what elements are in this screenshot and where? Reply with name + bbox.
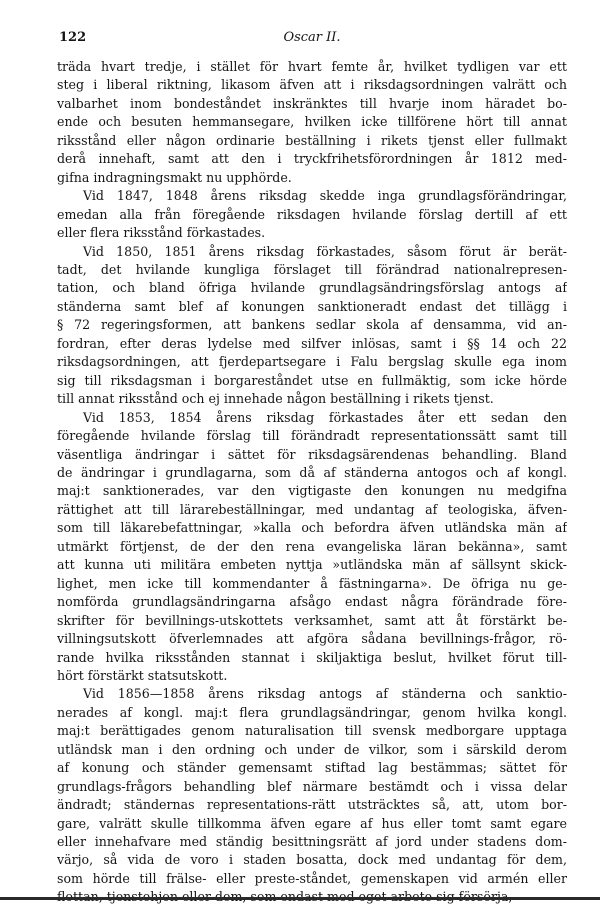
text-line: af konung och ständer gemensamt stiftad lag bestämmas; sättet för — [57, 760, 567, 776]
text-line: riksdagsordningen, att fjerdepartsegare i Falu bergslag skulle ega inom — [57, 354, 567, 370]
text-line: grundlags-frågors behandling blef närmare bestämdt och i vissa delar — [57, 778, 567, 794]
paragraph — [57, 685, 567, 906]
text-line: § 72 regeringsformen, att bankens sedlar skola af densamma, vid an- — [57, 317, 567, 333]
text-line: träda hvart tredje, i stället för hvart femte år, hvilket tydligen var ett — [57, 59, 567, 74]
text-line: de ändringar i grundlagarna, som då af ständerna antogos och af kongl. — [57, 464, 567, 480]
text-line: till annat riksstånd och ej innehade någon beställning i rikets tjenst. — [57, 391, 494, 407]
text-line: utmärkt förtjenst, de der den rena evangeliska läran bekänna», samt — [57, 538, 567, 554]
text-line: lighet, men icke till kommendanter å fästningarna». De öfriga nu ge- — [57, 575, 567, 591]
text-line: villningsutskott öfverlemnades att afgöra sådana bevillnings-frågor, rö- — [57, 631, 567, 647]
text-line: Vid 1856—1858 årens riksdag antogs af ständerna och sanktio- — [83, 686, 567, 702]
text-line: ende och besuten hemmansegare, hvilken icke tillförene hört till annat — [57, 114, 567, 130]
text-line: riksstånd eller någon ordinarie beställning i rikets tjenst eller fullmakt — [57, 132, 567, 148]
text-line: gare, valrätt skulle tillkomma äfven egare af hus eller tomt samt egare — [57, 815, 567, 831]
text-line: derå innehaft, samt att den i tryckfrihetsförordningen år 1812 med- — [57, 151, 567, 167]
text-line: rande hvilka riksstånden stannat i skiljaktiga beslut, hvilket förut till- — [57, 649, 567, 665]
text-line: hört förstärkt statsutskott. — [57, 667, 228, 683]
body-text — [57, 58, 567, 907]
paragraph — [57, 187, 567, 242]
text-line: utländsk man i den ordning och under de vilkor, som i särskild derom — [57, 741, 567, 757]
running-title: Oscar II. — [283, 30, 341, 45]
text-line: eller flera riksstånd förkastades. — [57, 225, 266, 241]
text-line: steg i liberal riktning, likasom äfven att i riksdagsordningen valrätt och — [57, 77, 567, 93]
text-line: som till läkarebefattningar, »kalla och befordra äfven utländska män af — [57, 520, 567, 536]
text-line: ändradt; ständernas representations-rätt utsträcktes så, att, utom bor- — [57, 797, 567, 813]
text-line: att kunna uti militära embeten nyttja »utländska män af sällsynt skick- — [57, 557, 567, 573]
text-line: emedan alla från föregående riksdagen hvilande förslag dertill af ett — [57, 206, 567, 222]
text-line: tadt, det hvilande kungliga förslaget till förändrad nationalrepresen- — [57, 261, 567, 277]
page-number: 122 — [59, 30, 87, 45]
text-line: fordran, efter deras lydelse med silfver inlösas, samt i §§ 14 och 22 — [57, 335, 567, 351]
text-line: föregående hvilande förslag till förändradt representationssätt samt till — [57, 428, 567, 444]
text-line: rättighet att till lärarebeställningar, med undantag af teologiska, äfven- — [57, 501, 567, 517]
text-line: Vid 1853, 1854 årens riksdag förkastades åter ett sedan den — [83, 409, 567, 425]
text-line: valbarhet inom bondeståndet inskränktes till hvarje inom häradet bo- — [57, 95, 567, 111]
text-line: värjo, så vida de voro i staden bosatta, dock med undantag för dem, — [57, 852, 567, 868]
book-page — [57, 30, 567, 907]
text-line: tation, och bland öfriga hvilande grundlagsändringsförslag antogs af — [57, 280, 567, 296]
text-line: Vid 1850, 1851 årens riksdag förkastades, såsom förut är berät- — [83, 243, 567, 259]
paragraph — [57, 409, 567, 686]
text-line: maj:t berättigades genom naturalisation till svensk medborgare upptaga — [57, 723, 567, 739]
running-head — [57, 30, 567, 52]
text-line: ständerna samt blef af konungen sanktioneradt endast det tillägg i — [57, 298, 567, 314]
paragraph — [57, 243, 567, 409]
text-line: Vid 1847, 1848 årens riksdag skedde inga grundlagsförändringar, — [83, 188, 567, 204]
text-line: eller innehafvare med ständig besittningsrätt af jord under stadens dom- — [57, 834, 567, 850]
text-line: nomförda grundlagsändringarna afsågo endast några förändrade före- — [57, 594, 567, 610]
bottom-scan-edge — [0, 897, 600, 900]
text-line: väsentliga ändringar i sättet för riksdagsärendenas behandling. Bland — [57, 446, 567, 462]
text-line: maj:t sanktionerades, var den vigtigaste den konungen nu medgifna — [57, 483, 567, 499]
text-line: sig till riksdagsman i borgareståndet utse en fullmäktig, som icke hörde — [57, 372, 567, 388]
text-line: gifna indragningsmakt nu upphörde. — [57, 169, 292, 185]
text-line: skrifter för bevillnings-utskottets verksamhet, samt att åt förstärkt be- — [57, 612, 567, 628]
paragraph — [57, 58, 567, 187]
text-line: som hörde till frälse- eller preste-ståndet, gemenskapen vid armén eller — [57, 870, 567, 886]
text-line: nerades af kongl. maj:t flera grundlagsändringar, genom hvilka kongl. — [57, 704, 567, 720]
